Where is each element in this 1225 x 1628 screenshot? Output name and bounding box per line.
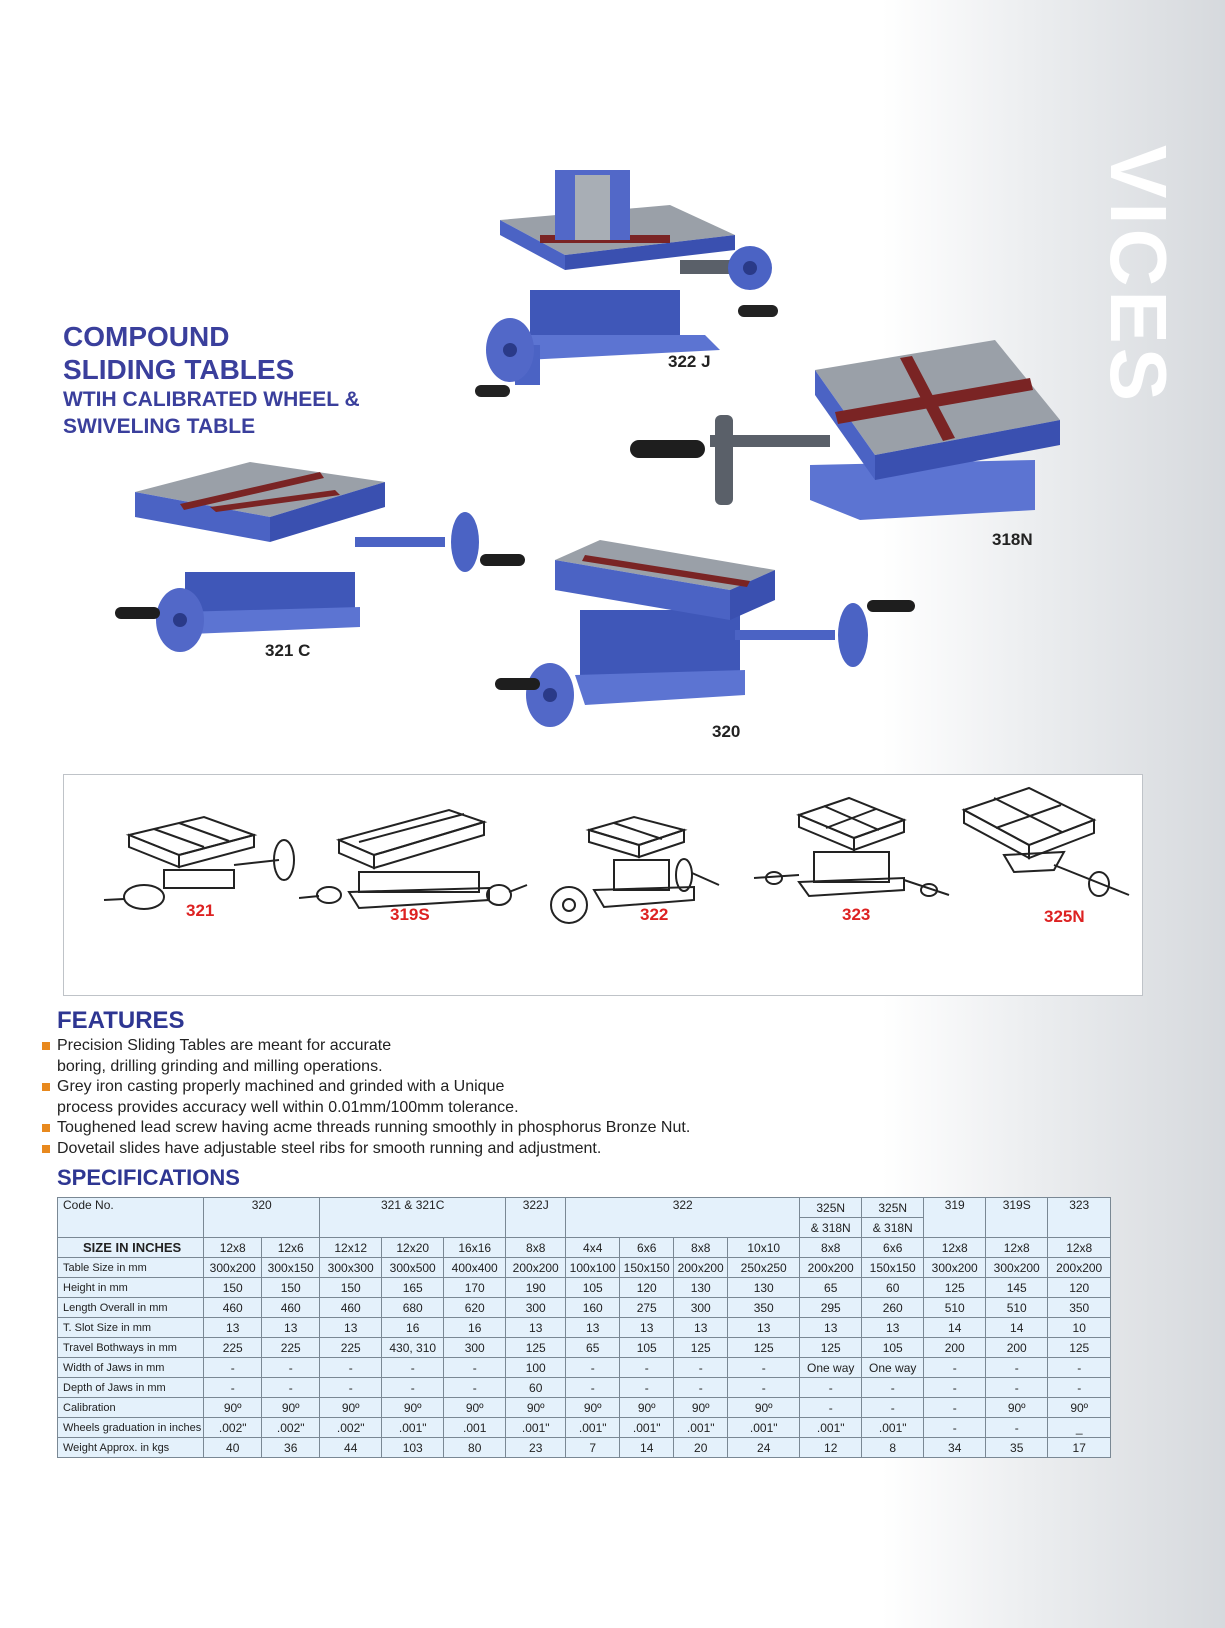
spec-cell: 200 (924, 1338, 986, 1358)
spec-cell: 23 (506, 1438, 566, 1458)
spec-cell: 10x10 (728, 1238, 800, 1258)
spec-cell: 300 (444, 1338, 506, 1358)
code-319s: 319S (986, 1198, 1048, 1238)
spec-cell: 460 (320, 1298, 382, 1318)
drawing-label-323: 323 (842, 905, 871, 924)
spec-row (58, 1438, 1111, 1458)
spec-cell: 8x8 (800, 1238, 862, 1258)
spec-cell: 14 (620, 1438, 674, 1458)
spec-cell: .002" (204, 1418, 262, 1438)
spec-cell: 300x150 (262, 1258, 320, 1278)
spec-cell: - (320, 1378, 382, 1398)
spec-cell: 12x6 (262, 1238, 320, 1258)
spec-cell: .001" (674, 1418, 728, 1438)
spec-cell: 295 (800, 1298, 862, 1318)
spec-row-label: SIZE IN INCHES (58, 1238, 204, 1258)
spec-cell: - (444, 1378, 506, 1398)
spec-cell: 12x20 (382, 1238, 444, 1258)
spec-cell: 300 (506, 1298, 566, 1318)
spec-cell: - (620, 1378, 674, 1398)
spec-cell: .001" (620, 1418, 674, 1438)
spec-cell: 120 (1048, 1278, 1111, 1298)
product-label-318n: 318N (992, 530, 1033, 549)
spec-cell: 90º (728, 1398, 800, 1418)
spec-cell: 60 (862, 1278, 924, 1298)
spec-cell: 150x150 (620, 1258, 674, 1278)
feature-item (40, 1139, 690, 1160)
spec-cell: 125 (674, 1338, 728, 1358)
spec-cell: 105 (862, 1338, 924, 1358)
spec-cell: 300x200 (986, 1258, 1048, 1278)
spec-cell: 275 (620, 1298, 674, 1318)
spec-cell: - (924, 1358, 986, 1378)
spec-cell: 12x8 (924, 1238, 986, 1258)
code-row (58, 1198, 1111, 1218)
spec-cell: 120 (620, 1278, 674, 1298)
spec-cell: 12 (800, 1438, 862, 1458)
specifications-heading: SPECIFICATIONS (57, 1165, 240, 1190)
spec-row-label: T. Slot Size in mm (58, 1318, 204, 1338)
spec-row (58, 1418, 1111, 1438)
spec-cell: 170 (444, 1278, 506, 1298)
spec-cell: .001 (444, 1418, 506, 1438)
title-line-4: SWIVELING TABLE (63, 415, 256, 438)
spec-cell: - (728, 1378, 800, 1398)
bullet-icon (42, 1083, 50, 1091)
spec-cell: 90º (262, 1398, 320, 1418)
code-325n-a: 325N (800, 1198, 862, 1218)
spec-cell: 44 (320, 1438, 382, 1458)
spec-cell: 103 (382, 1438, 444, 1458)
code-325n-b: 325N (862, 1198, 924, 1218)
spec-cell: 300x200 (924, 1258, 986, 1278)
spec-cell: 350 (728, 1298, 800, 1318)
spec-cell: - (800, 1378, 862, 1398)
spec-cell: - (986, 1418, 1048, 1438)
spec-row (58, 1258, 1111, 1278)
spec-cell: 200 (986, 1338, 1048, 1358)
spec-cell: 165 (382, 1278, 444, 1298)
product-label-321c: 321 C (265, 641, 311, 660)
spec-cell: 13 (862, 1318, 924, 1338)
feature-text: boring, drilling grinding and milling operations. (57, 1057, 383, 1075)
spec-cell: - (320, 1358, 382, 1378)
product-image-318n (630, 340, 1060, 540)
bullet-icon (42, 1042, 50, 1050)
spec-cell: 145 (986, 1278, 1048, 1298)
spec-cell: 12x8 (1048, 1238, 1111, 1258)
drawing-label-321: 321 (186, 901, 215, 920)
spec-cell: - (924, 1378, 986, 1398)
spec-cell: 13 (320, 1318, 382, 1338)
side-title: VICES (1094, 145, 1183, 406)
code-318n-b: & 318N (862, 1218, 924, 1238)
spec-cell: 14 (986, 1318, 1048, 1338)
spec-cell: - (1048, 1378, 1111, 1398)
spec-cell: 430, 310 (382, 1338, 444, 1358)
spec-cell: 250x250 (728, 1258, 800, 1278)
code-323: 323 (1048, 1198, 1111, 1238)
spec-cell: .001" (862, 1418, 924, 1438)
spec-cell: - (382, 1378, 444, 1398)
spec-cell: 80 (444, 1438, 506, 1458)
spec-cell: - (204, 1358, 262, 1378)
product-label-322j: 322 J (668, 352, 711, 371)
spec-cell: - (262, 1358, 320, 1378)
drawing-325n (944, 780, 1139, 910)
spec-cell: 200x200 (1048, 1258, 1111, 1278)
spec-cell: 225 (204, 1338, 262, 1358)
line-drawings-panel (63, 774, 1143, 996)
spec-cell: 200x200 (674, 1258, 728, 1278)
spec-cell: 16x16 (444, 1238, 506, 1258)
spec-cell: 16 (444, 1318, 506, 1338)
spec-cell: 620 (444, 1298, 506, 1318)
spec-cell: 150 (320, 1278, 382, 1298)
feature-text: Dovetail slides have adjustable steel ribs for smooth running and adjustment. (57, 1139, 602, 1157)
title-line-2: SLIDING TABLES (63, 354, 295, 385)
spec-cell: 125 (506, 1338, 566, 1358)
spec-cell: .002" (262, 1418, 320, 1438)
spec-cell: 13 (620, 1318, 674, 1338)
spec-row-label: Travel Bothways in mm (58, 1338, 204, 1358)
spec-cell: 200x200 (800, 1258, 862, 1278)
spec-cell: - (800, 1398, 862, 1418)
spec-cell: - (262, 1378, 320, 1398)
feature-item (40, 1077, 690, 1118)
drawing-323 (744, 790, 954, 920)
spec-cell: 17 (1048, 1438, 1111, 1458)
code-318n-a: & 318N (800, 1218, 862, 1238)
features-heading: FEATURES (57, 1007, 185, 1034)
product-image-320 (495, 535, 940, 735)
spec-row (58, 1238, 1111, 1258)
code-322j: 322J (506, 1198, 566, 1238)
spec-cell: - (1048, 1358, 1111, 1378)
spec-cell: 510 (924, 1298, 986, 1318)
bullet-icon (42, 1145, 50, 1153)
drawing-label-322: 322 (640, 905, 669, 924)
code-322: 322 (566, 1198, 800, 1238)
spec-cell: 90º (620, 1398, 674, 1418)
spec-cell: 105 (566, 1278, 620, 1298)
product-image-321c (110, 462, 540, 662)
spec-cell: 90º (320, 1398, 382, 1418)
spec-row-label: Wheels graduation in inches (58, 1418, 204, 1438)
specifications-table (57, 1197, 1111, 1458)
spec-row-label: Width of Jaws in mm (58, 1358, 204, 1378)
spec-cell: 130 (728, 1278, 800, 1298)
feature-text: Toughened lead screw having acme threads running smoothly in phosphorus Bronze Nut. (57, 1119, 691, 1136)
spec-row-label: Table Size in mm (58, 1258, 204, 1278)
title-line-1: COMPOUND (63, 321, 230, 352)
spec-cell: 13 (728, 1318, 800, 1338)
spec-row (58, 1278, 1111, 1298)
spec-cell: 350 (1048, 1298, 1111, 1318)
spec-cell: 105 (620, 1338, 674, 1358)
feature-text: process provides accuracy well within 0.01mm/100mm tolerance. (57, 1098, 519, 1116)
spec-cell: 150 (204, 1278, 262, 1298)
spec-cell: 13 (674, 1318, 728, 1338)
spec-cell: 6x6 (862, 1238, 924, 1258)
spec-cell: 190 (506, 1278, 566, 1298)
spec-cell: .001" (566, 1418, 620, 1438)
spec-cell: .001" (506, 1418, 566, 1438)
drawing-label-319s: 319S (390, 905, 430, 924)
spec-cell: 8x8 (674, 1238, 728, 1258)
spec-cell: 90º (1048, 1398, 1111, 1418)
spec-cell: - (620, 1358, 674, 1378)
feature-text: Precision Sliding Tables are meant for accurate (57, 1037, 392, 1054)
code-320: 320 (204, 1198, 320, 1238)
features-list (40, 1036, 690, 1159)
spec-row (58, 1398, 1111, 1418)
spec-cell: 100x100 (566, 1258, 620, 1278)
feature-item (40, 1036, 690, 1077)
code-319: 319 (924, 1198, 986, 1238)
spec-cell: 65 (800, 1278, 862, 1298)
spec-cell: 90º (986, 1398, 1048, 1418)
spec-cell: - (674, 1358, 728, 1378)
spec-cell: 13 (262, 1318, 320, 1338)
spec-cell: - (986, 1378, 1048, 1398)
spec-cell: 36 (262, 1438, 320, 1458)
spec-cell: - (444, 1358, 506, 1378)
spec-cell: - (728, 1358, 800, 1378)
spec-cell: 90º (674, 1398, 728, 1418)
spec-cell: 65 (566, 1338, 620, 1358)
spec-cell: 160 (566, 1298, 620, 1318)
spec-cell: 13 (204, 1318, 262, 1338)
spec-cell: 400x400 (444, 1258, 506, 1278)
spec-cell: 300x500 (382, 1258, 444, 1278)
spec-cell: 13 (566, 1318, 620, 1338)
spec-cell: 10 (1048, 1318, 1111, 1338)
spec-cell: 16 (382, 1318, 444, 1338)
spec-cell: 200x200 (506, 1258, 566, 1278)
spec-cell: - (862, 1398, 924, 1418)
spec-cell: One way (800, 1358, 862, 1378)
spec-cell: 24 (728, 1438, 800, 1458)
product-label-320: 320 (712, 722, 741, 741)
spec-cell: 125 (924, 1278, 986, 1298)
spec-cell: 8x8 (506, 1238, 566, 1258)
spec-cell: - (862, 1378, 924, 1398)
spec-cell: 90º (382, 1398, 444, 1418)
spec-cell: - (204, 1378, 262, 1398)
spec-cell: - (382, 1358, 444, 1378)
spec-cell: - (566, 1358, 620, 1378)
spec-cell: 125 (728, 1338, 800, 1358)
page-title (63, 320, 360, 440)
drawing-label-325n: 325N (1044, 907, 1085, 926)
spec-cell: One way (862, 1358, 924, 1378)
spec-row-label: Height in mm (58, 1278, 204, 1298)
spec-cell: 100 (506, 1358, 566, 1378)
code-label: Code No. (58, 1198, 204, 1238)
spec-cell: .001" (728, 1418, 800, 1438)
spec-row-label: Depth of Jaws in mm (58, 1378, 204, 1398)
spec-cell: 90º (506, 1398, 566, 1418)
spec-row (58, 1298, 1111, 1318)
spec-row-label: Weight Approx. in kgs (58, 1438, 204, 1458)
spec-cell: - (924, 1418, 986, 1438)
spec-cell: 510 (986, 1298, 1048, 1318)
spec-cell: 6x6 (620, 1238, 674, 1258)
spec-cell: 125 (800, 1338, 862, 1358)
spec-cell: 13 (506, 1318, 566, 1338)
spec-cell: 460 (204, 1298, 262, 1318)
spec-cell: 300 (674, 1298, 728, 1318)
spec-cell: 20 (674, 1438, 728, 1458)
spec-cell: 13 (800, 1318, 862, 1338)
spec-cell: 90º (566, 1398, 620, 1418)
spec-cell: 7 (566, 1438, 620, 1458)
spec-cell: 130 (674, 1278, 728, 1298)
spec-row-label: Length Overall in mm (58, 1298, 204, 1318)
spec-cell: 225 (262, 1338, 320, 1358)
spec-cell: 4x4 (566, 1238, 620, 1258)
spec-cell: 12x12 (320, 1238, 382, 1258)
spec-cell: 12x8 (986, 1238, 1048, 1258)
spec-cell: _ (1048, 1418, 1111, 1438)
spec-cell: - (986, 1358, 1048, 1378)
spec-cell: - (566, 1378, 620, 1398)
spec-row (58, 1378, 1111, 1398)
spec-cell: 40 (204, 1438, 262, 1458)
spec-cell: 150x150 (862, 1258, 924, 1278)
spec-cell: 14 (924, 1318, 986, 1338)
spec-cell: 225 (320, 1338, 382, 1358)
spec-cell: 300x300 (320, 1258, 382, 1278)
feature-item (40, 1118, 690, 1139)
spec-cell: 460 (262, 1298, 320, 1318)
spec-cell: 12x8 (204, 1238, 262, 1258)
title-line-3: WTIH CALIBRATED WHEEL & (63, 388, 360, 411)
spec-cell: .001" (800, 1418, 862, 1438)
spec-row (58, 1318, 1111, 1338)
code-321: 321 & 321C (320, 1198, 506, 1238)
spec-cell: - (924, 1398, 986, 1418)
spec-cell: 260 (862, 1298, 924, 1318)
spec-cell: 8 (862, 1438, 924, 1458)
spec-cell: 125 (1048, 1338, 1111, 1358)
spec-cell: .002" (320, 1418, 382, 1438)
spec-row-label: Calibration (58, 1398, 204, 1418)
spec-cell: 300x200 (204, 1258, 262, 1278)
spec-cell: 90º (204, 1398, 262, 1418)
feature-text: Grey iron casting properly machined and grinded with a Unique (57, 1078, 505, 1095)
spec-cell: 90º (444, 1398, 506, 1418)
spec-row (58, 1338, 1111, 1358)
spec-row (58, 1358, 1111, 1378)
spec-cell: .001" (382, 1418, 444, 1438)
spec-cell: 35 (986, 1438, 1048, 1458)
spec-cell: - (674, 1378, 728, 1398)
spec-cell: 34 (924, 1438, 986, 1458)
spec-cell: 60 (506, 1378, 566, 1398)
spec-cell: 150 (262, 1278, 320, 1298)
spec-cell: 680 (382, 1298, 444, 1318)
bullet-icon (42, 1124, 50, 1132)
